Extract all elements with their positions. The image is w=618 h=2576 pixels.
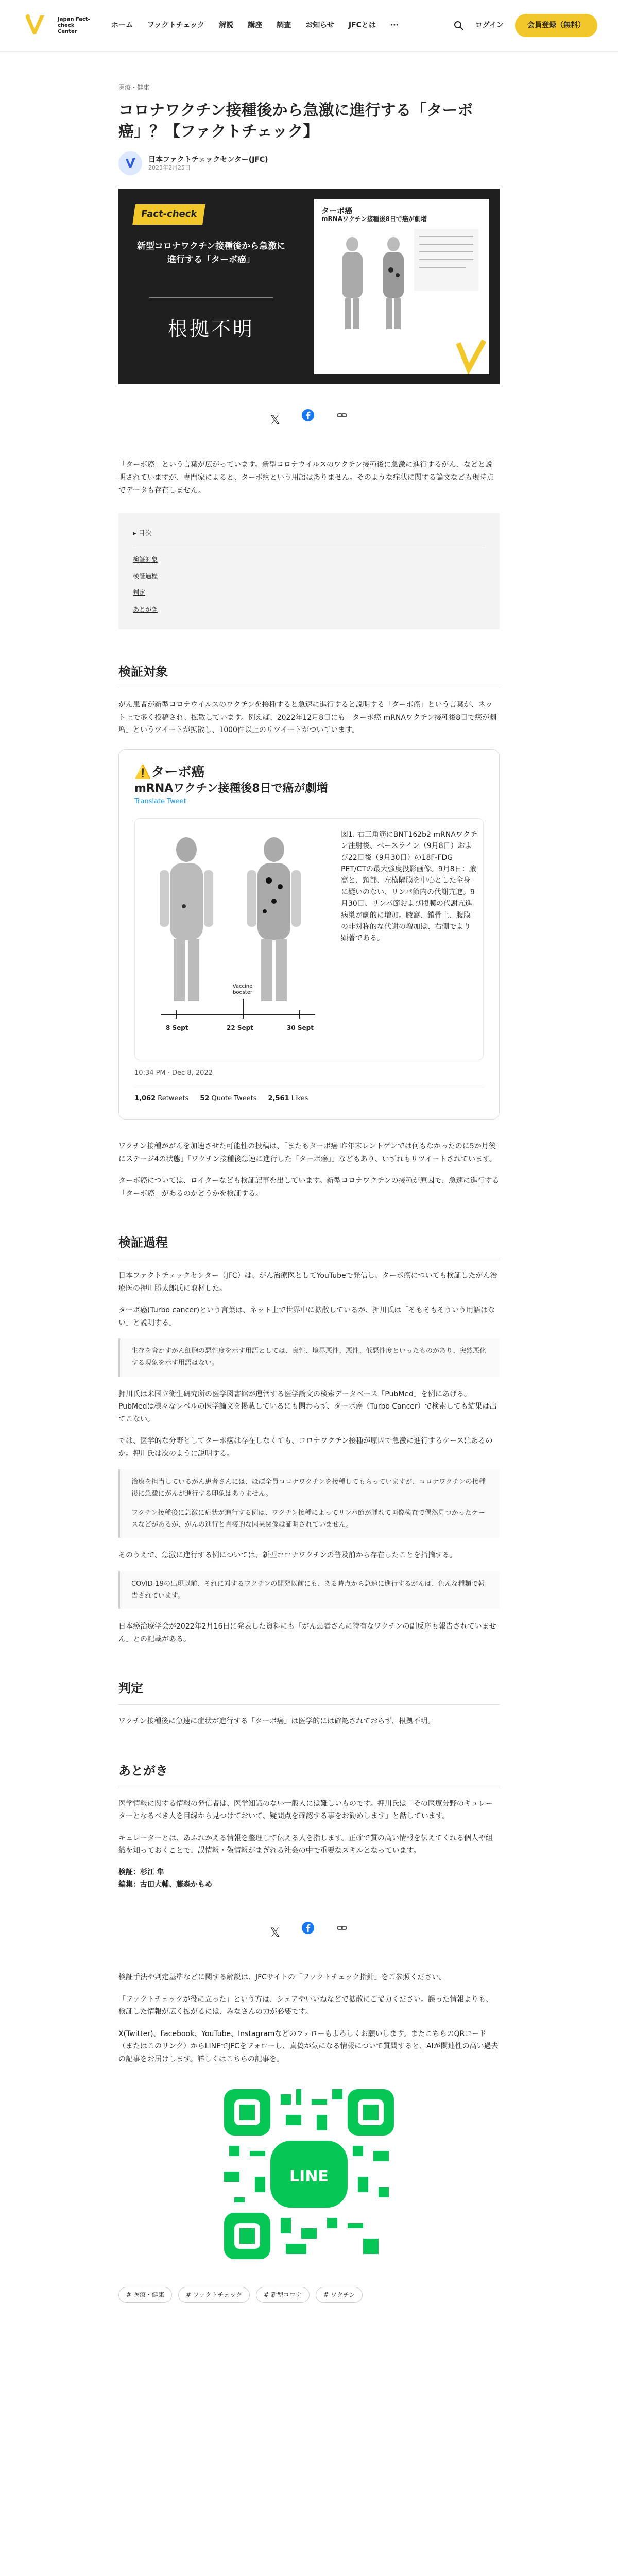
author-name[interactable]: 日本ファクトチェックセンター(JFC)	[148, 155, 268, 164]
hero-tweet-sub: mRNAワクチン接種後8日で癌が劇増	[321, 215, 427, 223]
paragraph: 日本ファクトチェックセンター（JFC）は、がん治療医としてYouTubeで発信し、ターボ癌についても検証したがん治療医の押川勝太郎氏に取材した。	[118, 1272, 497, 1293]
paragraph: 日本癌治療学会が2022年2月16日に発表した資料にも「がん患者さんに特有なワクチンの副反応も報告されていません」との記載がある。	[118, 1622, 496, 1643]
hero-divider	[149, 297, 273, 298]
toc-title[interactable]: ▸ 目次	[133, 524, 485, 546]
hero-check-icon	[453, 338, 489, 374]
hero-pet-scan-icon	[321, 224, 481, 337]
paragraph: 押川氏は米国立衛生研究所の医学図書館が運営する医学論文の検索データベース「PubMed」を例にあげる。PubMedは様々なレベルの医学論文を掲載しているにも関わらず、ターボ癌（Turbo Cancer）で検索しても結果は出てこない。	[118, 1389, 497, 1423]
search-icon[interactable]	[454, 21, 464, 31]
quote-text: 治療を担当しているがん患者さんには、ほぼ全員コロナワクチンを接種してもらっていますが、コロナワクチンの接種後に急激にがんが進行する印象はありません。	[131, 1478, 486, 1498]
hero-image	[118, 189, 500, 384]
paragraph: では、医学的な分野としてターボ癌は存在しなくても、コロナワクチン接種が原因で急激に進行するケースはあるのか。押川氏は次のように説明する。	[118, 1437, 493, 1458]
toc-item[interactable]: 検証対象	[133, 555, 158, 563]
paragraph: がん患者が新型コロナウイルスのワクチンを接種すると急速に進行すると説明する「ターボ癌」という言葉が、ネット上で多く投稿され、拡散しています。例えば、2022年12月8日にも「ターボ癌 mRNAワクチン接種後8日で癌が劇増」というツイートが拡散し、1000件以上のリツイートがついています。	[118, 701, 497, 735]
member-signup-button[interactable]: 会員登録（無料）	[515, 14, 597, 37]
paragraph: X(Twitter)、Facebook、YouTube、Instagramなどのフォローもよろしくお願いします。またこちらのQRコード（またはこのリンク）からLINEでJFCをフォローし、真偽が気になる情報について質問すると、AIが関連性の高い過去の記事をお届けします。詳しくはこちらの記事を。	[118, 2029, 499, 2063]
breadcrumb[interactable]: 医療・健康	[118, 84, 150, 91]
paragraph: 医学情報に関する情報の発信者は、医学知識のない一般人には難しいものです。押川氏は「その医療分野のキュレーターとなるべき人を目線から見つけておいて、疑問点を確認する事をお勧めします」と話しています。	[118, 1799, 493, 1821]
paragraph: ターボ癌(Turbo cancer)という言葉は、ネット上で世界中に拡散しているが、押川氏は「そもそもそういう用語はない」と説明する。	[118, 1306, 495, 1327]
vaccine-label: Vaccine booster	[232, 983, 253, 995]
paragraph: ワクチン接種後に急速に症状が進行する「ターボ癌」は医学的には確認されておらず、根拠不明。	[118, 1717, 435, 1726]
section-heading: 検証対象	[118, 661, 500, 688]
pet-scan-figure-icon	[145, 829, 331, 1035]
factcheck-badge: Fact-check	[132, 204, 205, 225]
figure-caption: 図1. 右三角筋にBNT162b2 mRNAワクチン注射後、ベースライン（9月8日）および22日後（9月30日）の18F-FDG PET/CTの最大強度投影画像。9月8日：腋窩と、頸部、左横隔膜を中心とした全身に疑いのない、リンパ節内の代謝亢進。9月30日、リンパ節および腹膜の代謝亢進病巣が劇的に増加。腋窩、鎖骨上、腹膜の非対称的な代謝の増加は、右側でより顕著である。	[341, 830, 477, 943]
paragraph: ターボ癌については、ロイターなども検証記事を出しています。新型コロナワクチンの接種が原因で、急速に進行する「ターボ癌」があるのかどうかを検証する。	[118, 1177, 500, 1198]
login-link[interactable]: ログイン	[475, 21, 504, 30]
paragraph: 検証手法や判定基準などに関する解説は、JFCサイトの「ファクトチェック指針」をご参照ください。	[118, 1973, 447, 1982]
jfc-logo-icon[interactable]	[21, 11, 49, 40]
date-label: 30 Sept	[287, 1024, 314, 1031]
copy-link-icon[interactable]	[336, 1922, 348, 1934]
blockquote	[118, 1571, 500, 1609]
tag[interactable]: # 医療・健康	[118, 2287, 172, 2303]
tag[interactable]: # ワクチン	[316, 2287, 363, 2303]
nav-about[interactable]: JFCとは	[348, 21, 376, 30]
publish-date: 2023年2月25日	[148, 164, 191, 171]
site-header	[0, 0, 618, 52]
blockquote	[118, 1469, 500, 1538]
tag[interactable]: # 新型コロナ	[256, 2287, 310, 2303]
toc-item[interactable]: 検証過程	[133, 572, 158, 580]
paragraph: キュレーターとは、あふれかえる情報を整理して伝える人を指します。正確で質の高い情報を伝えてくれる個人や組織を知っておくことで、誤情報・偽情報がまぎれる社会の中で重要なスキルとなっています。	[118, 1834, 493, 1855]
tweet-image[interactable]	[134, 818, 484, 1060]
quote-text: ワクチン接種後に急激に症状が進行する例は、ワクチン接種によってリンパ節が腫れて画像検査で偶然見つかったケースなどがあるが、がんの進行と直接的な因果関係は証明されていません。	[131, 1509, 485, 1529]
toc-item[interactable]: 判定	[133, 589, 146, 597]
avatar[interactable]	[118, 151, 142, 175]
nav-explainer[interactable]: 解説	[219, 21, 234, 30]
header-actions	[454, 14, 597, 37]
paragraph: そのうえで、急激に進行する例については、新型コロナワクチンの普及前から存在したことを指摘する。	[118, 1551, 457, 1560]
section-heading: 検証過程	[118, 1232, 500, 1259]
blockquote	[118, 1338, 500, 1377]
lead-paragraph: 「ターボ癌」という言葉が広がっています。新型コロナウイルスのワクチン接種後に急激に進行するがん、などと説明されていますが、専門家によると、ターボ癌という用語はありません。そのような症状に関する論文なども現時点でデータも存在しません。	[118, 461, 494, 495]
translate-tweet-link[interactable]: Translate Tweet	[134, 798, 186, 806]
nav-news[interactable]: お知らせ	[305, 21, 334, 30]
nav-more[interactable]: ···	[390, 21, 399, 30]
section-heading: あとがき	[118, 1760, 500, 1787]
line-qr-code[interactable]	[224, 2089, 394, 2259]
x-share-icon[interactable]: 𝕏	[270, 413, 280, 427]
credits	[118, 1867, 500, 1891]
date-label: 22 Sept	[227, 1024, 253, 1031]
tweet-timestamp[interactable]: 10:34 PM · Dec 8, 2022	[134, 1067, 484, 1087]
author-block	[118, 151, 500, 175]
paragraph: ワクチン接種ががんを加速させた可能性の投稿は、「またもターボ癌 昨年末レントゲンでは何もなかったのに5か月後にステージ4の状態」「ワクチン接種後急速に進行した「ターボ癌」」などもあり、いずれもリツイートされています。	[118, 1142, 496, 1163]
table-of-contents	[118, 513, 500, 630]
line-label: LINE	[289, 2167, 329, 2186]
checker-credit: 検証：杉江 隼	[118, 1868, 164, 1876]
article	[118, 52, 500, 2303]
paragraph: 「ファクトチェックが役に立った」という方は、シェアやいいねなどで拡散にご協力ください。誤った情報よりも、検証した情報が広く拡がるには、みなさんの力が必要です。	[118, 1995, 493, 2016]
tweet-stats	[134, 1093, 484, 1105]
hero-verdict: 根拠不明	[167, 318, 254, 341]
editor-credit: 編集：古田大輔、藤森かもめ	[118, 1880, 212, 1889]
article-title: コロナワクチン接種後から急激に進行する「ターボ癌」？【ファクトチェック】	[118, 101, 473, 141]
copy-link-icon[interactable]	[336, 409, 348, 421]
section-heading: 判定	[118, 1677, 500, 1705]
main-nav	[111, 19, 399, 32]
quote-count[interactable]: 52 Quote Tweets	[200, 1094, 257, 1103]
nav-factcheck[interactable]: ファクトチェック	[147, 21, 205, 30]
date-label: 8 Sept	[166, 1024, 188, 1031]
share-bar-bottom	[118, 1922, 500, 1943]
tag[interactable]: # ファクトチェック	[178, 2287, 250, 2303]
embedded-tweet[interactable]	[118, 749, 500, 1120]
tweet-subheading: mRNAワクチン接種後8日で癌が劇増	[134, 782, 328, 795]
quote-text: COVID-19の出現以前、それに対するワクチンの開発以前にも、ある時点から急速に進行するがんは、色んな種類で報告されています。	[131, 1580, 485, 1600]
logo-text[interactable]: Japan Fact-check Center	[58, 16, 90, 35]
nav-home[interactable]: ホーム	[111, 21, 133, 30]
quote-text: 生存を脅かすがん細胞の悪性度を示す用語としては、良性、境界悪性、悪性、低悪性度といったものがあり、突然悪化する現象を示す用語はない。	[131, 1347, 487, 1367]
retweet-count[interactable]: 1,062 Retweets	[134, 1094, 189, 1103]
like-count[interactable]: 2,561 Likes	[268, 1094, 308, 1103]
tag-list	[118, 2287, 500, 2303]
toc-item[interactable]: あとがき	[133, 605, 158, 613]
facebook-share-icon[interactable]	[302, 1922, 314, 1934]
x-share-icon[interactable]: 𝕏	[270, 1925, 280, 1940]
hero-tweet-title: ターボ癌	[321, 206, 353, 215]
share-bar-top	[118, 409, 500, 431]
tweet-heading: ⚠️ターボ癌	[134, 764, 205, 780]
hero-subject: 新型コロナワクチン接種後から急激に進行する「ターボ癌」	[136, 241, 286, 265]
warning-icon: ⚠️	[134, 764, 151, 780]
facebook-share-icon[interactable]	[302, 409, 314, 421]
nav-course[interactable]: 講座	[248, 21, 263, 30]
nav-research[interactable]: 調査	[277, 21, 291, 30]
